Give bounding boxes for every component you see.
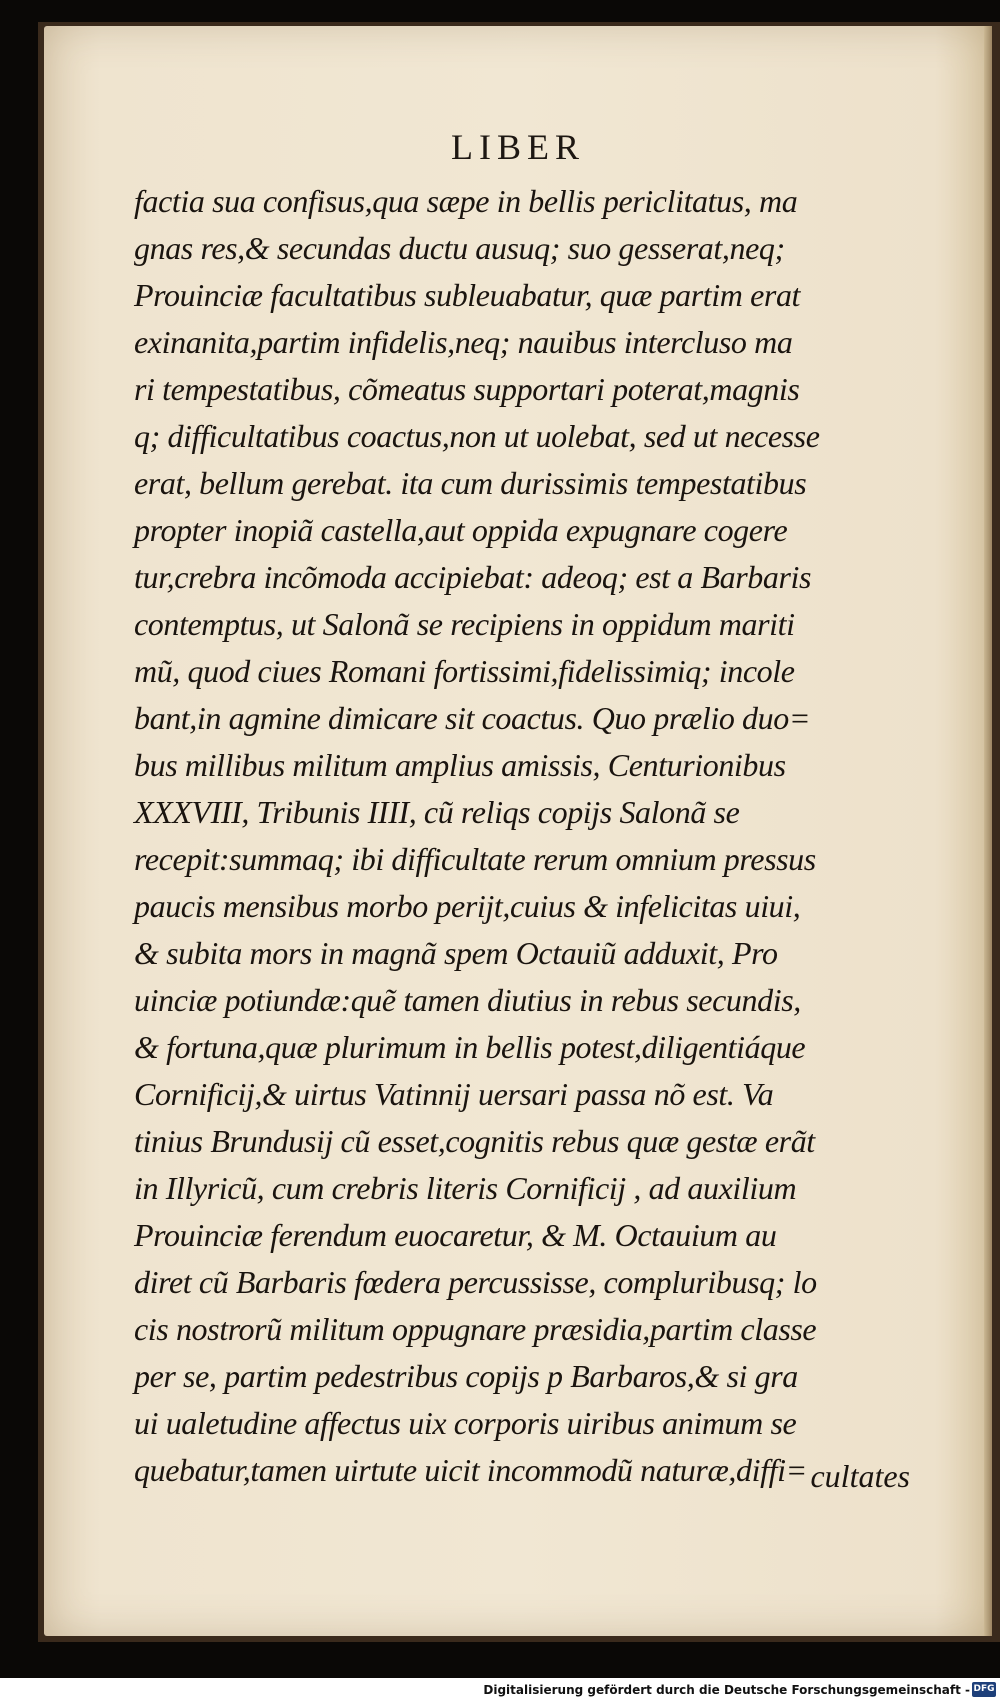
text-line: mũ, quod ciues Romani fortissimi,fidelissimiq; incole xyxy=(134,653,795,689)
text-line: bus millibus militum amplius amissis, Centurionibus xyxy=(134,747,786,783)
catchword: cultates xyxy=(810,1458,910,1494)
text-line: Prouinciæ facultatibus subleuabatur, quæ partim erat xyxy=(134,277,801,313)
text-line: ri tempestatibus, cõmeatus supportari poterat,magnis xyxy=(134,371,800,407)
page-edge xyxy=(984,26,992,1636)
body-text xyxy=(134,178,924,1494)
dfg-logo-icon: DFG xyxy=(972,1682,996,1697)
text-line: paucis mensibus morbo perijt,cuius & infelicitas uiui, xyxy=(134,888,801,924)
text-line: exinanita,partim infidelis,neq; nauibus intercluso ma xyxy=(134,324,793,360)
text-line: erat, bellum gerebat. ita cum durissimis tempestatibus xyxy=(134,465,807,501)
text-line: diret cũ Barbaris fœdera percussisse, compluribusq; lo xyxy=(134,1264,817,1300)
running-head: LIBER xyxy=(451,127,585,167)
text-line: Cornificij,& uirtus Vatinnij uersari passa nõ est. Va xyxy=(134,1076,774,1112)
text-line: per se, partim pedestribus copijs p Barbaros,& si gra xyxy=(134,1358,798,1394)
text-line: recepit:summaq; ibi difficultate rerum omnium pressus xyxy=(134,841,816,877)
text-line: cis nostrorũ militum oppugnare præsidia,partim classe xyxy=(134,1311,817,1347)
text-line: Prouinciæ ferendum euocaretur, & M. Octauium au xyxy=(134,1217,777,1253)
text-line: in Illyricũ, cum crebris literis Cornificij , ad auxilium xyxy=(134,1170,797,1206)
text-line: quebatur,tamen uirtute uicit incommodũ naturæ,diffi= xyxy=(134,1452,807,1488)
text-line: uinciæ potiundæ:quẽ tamen diutius in rebus secundis, xyxy=(134,982,801,1018)
text-line: XXXVIII, Tribunis IIII, cũ reliqs copijs Salonã se xyxy=(134,794,740,830)
text-line: & subita mors in magnã spem Octauiũ adduxit, Pro xyxy=(134,935,778,971)
digitization-footer xyxy=(0,1678,1000,1700)
text-line: bant,in agmine dimicare sit coactus. Quo prælio duo= xyxy=(134,700,811,736)
text-line: propter inopiã castella,aut oppida expugnare cogere xyxy=(134,512,788,548)
text-line: gnas res,& secundas ductu ausuq; suo gesserat,neq; xyxy=(134,230,785,266)
text-line: ui ualetudine affectus uix corporis uiribus animum se xyxy=(134,1405,797,1441)
text-line: tinius Brundusij cũ esset,cognitis rebus quæ gestæ erãt xyxy=(134,1123,815,1159)
text-line: q; difficultatibus coactus,non ut uolebat, sed ut necesse xyxy=(134,418,820,454)
footer-credit: Digitalisierung gefördert durch die Deutsche Forschungsgemeinschaft - xyxy=(483,1683,970,1697)
text-line: tur,crebra incõmoda accipiebat: adeoq; est a Barbaris xyxy=(134,559,812,595)
book-page xyxy=(44,26,992,1636)
text-line: & fortuna,quæ plurimum in bellis potest,diligentiáque xyxy=(134,1029,806,1065)
text-line: factia sua confisus,qua sæpe in bellis periclitatus, ma xyxy=(134,183,798,219)
text-line: contemptus, ut Salonã se recipiens in oppidum mariti xyxy=(134,606,795,642)
